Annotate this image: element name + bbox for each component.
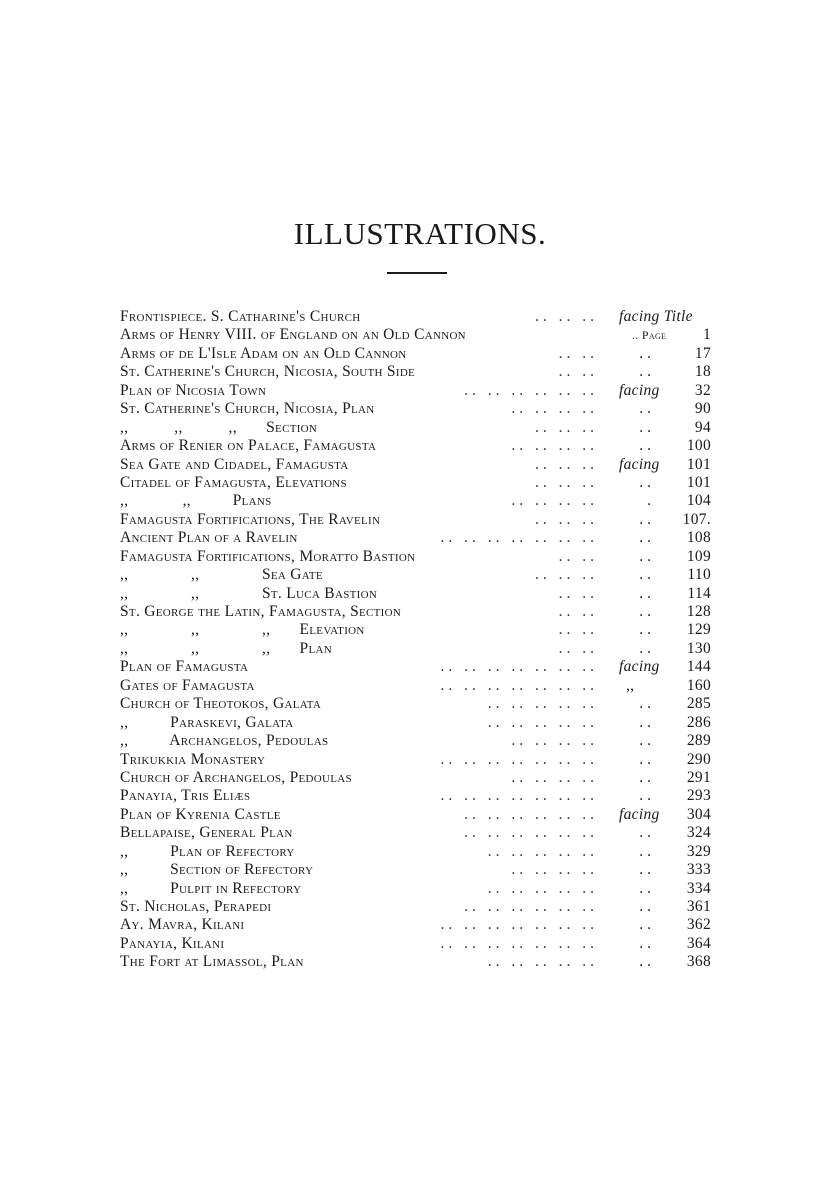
illustration-title: ,, Archangelos, Pedoulas	[120, 732, 334, 750]
illustration-title: Famagusta Fortifications, Moratto Bastion	[120, 548, 421, 566]
dot-leader: .. ..	[558, 363, 598, 381]
facing-note: ..	[639, 842, 655, 860]
page-number: 334	[686, 879, 711, 897]
list-item	[120, 492, 720, 510]
list-item	[120, 806, 720, 824]
dot-leader: .. .. .. .. ..	[487, 953, 598, 971]
page-number: 17	[694, 344, 711, 362]
list-item	[120, 953, 720, 971]
page-number: 128	[686, 603, 711, 620]
dot-leader: .. ..	[558, 603, 598, 620]
title-rule	[387, 272, 447, 274]
illustration-title: Trikukkia Monastery	[120, 751, 271, 769]
dot-leader: .. .. .. .. .. .. ..	[440, 916, 598, 934]
facing-note: ..	[639, 732, 655, 750]
facing-note: ..	[639, 713, 655, 731]
dot-leader: .. .. .. .. .. ..	[464, 898, 598, 915]
page-number: 32	[694, 381, 711, 399]
facing-note: ..	[639, 879, 655, 897]
list-item	[120, 345, 720, 363]
facing-note: ..	[639, 639, 655, 657]
list-item	[120, 880, 720, 898]
list-item	[120, 640, 720, 658]
page-number: 100	[686, 437, 711, 455]
page-number: 286	[686, 713, 711, 731]
list-item	[120, 916, 720, 934]
dot-leader: .. ..	[558, 621, 598, 639]
facing-note: ..	[639, 473, 655, 491]
list-item	[120, 437, 720, 455]
list-item	[120, 585, 720, 603]
illustration-title: Church of Archangelos, Pedoulas	[120, 769, 358, 787]
facing-note: .. Page	[632, 328, 667, 343]
facing-note: ..	[639, 916, 655, 934]
facing-note: ..	[639, 934, 655, 952]
facing-note: .	[647, 492, 655, 510]
illustration-title: St. Nicholas, Perapedi	[120, 898, 277, 916]
illustration-title: Church of Theotokos, Galata	[120, 695, 327, 713]
page-number: 101	[686, 473, 711, 491]
illustration-title: ,, ,, ,, Section	[120, 419, 323, 437]
illustration-title: Panayia, Kilani	[120, 935, 230, 953]
facing-note: ..	[639, 547, 655, 565]
dot-leader: .. .. ..	[535, 473, 598, 491]
page-number: 130	[686, 639, 711, 657]
dot-leader: .. ..	[558, 344, 598, 362]
dot-leader: .. .. ..	[535, 455, 598, 473]
dot-leader: .. .. .. .. ..	[487, 879, 598, 897]
illustration-title: ,, ,, ,, Elevation	[120, 621, 371, 639]
illustration-title: ,, ,, Plans	[120, 492, 278, 510]
page-title: ILLUSTRATIONS.	[293, 216, 547, 251]
facing-note: ..	[639, 584, 655, 602]
list-item	[120, 898, 720, 916]
list-item	[120, 843, 720, 861]
illustration-title: Gates of Famagusta	[120, 677, 261, 695]
illustration-title: Citadel of Famagusta, Elevations	[120, 474, 353, 492]
illustration-title: ,, ,, St. Luca Bastion	[120, 585, 383, 603]
list-item	[120, 824, 720, 842]
list-item	[120, 603, 720, 621]
list-item	[120, 714, 720, 732]
dot-leader: .. ..	[558, 639, 598, 657]
illustration-title: The Fort at Limassol, Plan	[120, 953, 310, 971]
illustration-title: Bellapaise, General Plan	[120, 824, 299, 842]
illustration-title: Plan of Kyrenia Castle	[120, 806, 287, 824]
dot-leader: .. .. .. ..	[511, 437, 598, 455]
facing-note: ..	[639, 566, 655, 584]
dot-leader: .. .. .. .. .. .. ..	[440, 676, 598, 694]
list-item	[120, 787, 720, 805]
page-number: 160	[686, 676, 711, 694]
illustration-title: Ancient Plan of a Ravelin	[120, 529, 304, 547]
list-item	[120, 308, 720, 326]
illustration-title: ,, Pulpit in Refectory	[120, 880, 307, 898]
dot-leader: .. .. .. .. .. ..	[464, 805, 598, 823]
list-item	[120, 621, 720, 639]
list-item	[120, 732, 720, 750]
list-item	[120, 419, 720, 437]
list-item	[120, 456, 720, 474]
illustration-title: Famagusta Fortifications, The Ravelin	[120, 511, 386, 529]
page-number: 90	[694, 400, 711, 418]
illustration-title: ,, Plan of Refectory	[120, 843, 301, 861]
illustration-title: Sea Gate and Cidadel, Famagusta	[120, 456, 355, 474]
list-item	[120, 548, 720, 566]
page-number: 285	[686, 695, 711, 713]
dot-leader: .. .. .. .. .. .. ..	[440, 658, 598, 676]
dot-leader: .. .. .. .. .. .. ..	[440, 529, 598, 547]
illustration-title: Frontispiece. S. Catharine's Church	[120, 308, 366, 326]
dot-leader: .. .. .. .. .. ..	[464, 381, 598, 399]
dot-leader: .. .. .. ..	[511, 492, 598, 510]
facing-note: ,,	[626, 676, 635, 694]
list-item	[120, 566, 720, 584]
facing-note: ..	[639, 400, 655, 418]
facing-note: ..	[639, 344, 655, 362]
list-item	[120, 861, 720, 879]
facing-note: ..	[639, 695, 655, 713]
list-item	[120, 511, 720, 529]
page-number: 368	[686, 953, 711, 971]
facing-note: ..	[639, 621, 655, 639]
page-number: 129	[686, 621, 711, 639]
dot-leader: .. .. .. .. .. .. ..	[440, 750, 598, 768]
dot-leader: .. .. .. .. ..	[487, 842, 598, 860]
facing-note: ..	[639, 953, 655, 971]
page-number: 114	[687, 584, 711, 602]
list-item	[120, 695, 720, 713]
dot-leader: .. .. ..	[535, 308, 598, 325]
list-item	[120, 363, 720, 381]
dot-leader: .. ..	[558, 584, 598, 602]
page-number: 291	[686, 768, 711, 786]
list-item	[120, 935, 720, 953]
facing-note: ..	[639, 363, 655, 381]
illustration-title: Panayia, Tris Eliæs	[120, 787, 256, 805]
dot-leader: .. .. .. ..	[511, 732, 598, 750]
facing-note: facing	[619, 658, 660, 676]
illustration-title: ,, Section of Refectory	[120, 861, 319, 879]
illustration-title: St. Catherine's Church, Nicosia, South Side	[120, 363, 421, 381]
facing-note: ..	[639, 437, 655, 455]
facing-note: facing	[619, 805, 660, 823]
facing-note: ..	[639, 603, 655, 620]
dot-leader: .. .. ..	[535, 418, 598, 436]
dot-leader: .. .. .. .. .. .. ..	[440, 934, 598, 952]
page-number: 329	[686, 842, 711, 860]
page-number: 362	[686, 916, 711, 934]
page-number: 144	[686, 658, 711, 676]
list-item	[120, 677, 720, 695]
illustrations-list	[120, 308, 720, 972]
illustration-title: Ay. Mavra, Kilani	[120, 916, 250, 934]
page-number: 107.	[682, 510, 711, 528]
page-number: 304	[686, 805, 711, 823]
page-number: 289	[686, 732, 711, 750]
illustration-title: Plan of Nicosia Town	[120, 382, 272, 400]
list-item	[120, 751, 720, 769]
page-number: 94	[694, 418, 711, 436]
illustration-title: ,, ,, ,, Plan	[120, 640, 338, 658]
illustration-title: ,, ,, Sea Gate	[120, 566, 329, 584]
facing-note: ..	[639, 750, 655, 768]
facing-note: facing	[619, 381, 660, 399]
page-number: 290	[686, 750, 711, 768]
page-number: 293	[686, 787, 711, 805]
page-number: 361	[686, 898, 711, 915]
page-number: 333	[686, 861, 711, 879]
facing-note: ..	[639, 529, 655, 547]
illustration-title: ,, Paraskevi, Galata	[120, 714, 300, 732]
facing-note: ..	[639, 768, 655, 786]
facing-note: facing	[619, 455, 660, 473]
facing-note: ..	[639, 861, 655, 879]
list-item	[120, 382, 720, 400]
page-number: 110	[687, 566, 711, 584]
illustration-title: Arms of Renier on Palace, Famagusta	[120, 437, 382, 455]
illustration-title: Arms of de L'Isle Adam on an Old Cannon	[120, 345, 413, 363]
facing-note: ..	[639, 510, 655, 528]
page-number: 364	[686, 934, 711, 952]
list-item	[120, 474, 720, 492]
list-item	[120, 658, 720, 676]
dot-leader: .. .. .. .. ..	[487, 695, 598, 713]
facing-note: ..	[639, 898, 655, 915]
facing-note: ..	[639, 787, 655, 805]
dot-leader: .. .. .. .. .. ..	[464, 824, 598, 842]
page-number: 108	[686, 529, 711, 547]
page-number: 109	[686, 547, 711, 565]
illustration-title: St. George the Latin, Famagusta, Section	[120, 603, 407, 621]
page-number: 18	[694, 363, 711, 381]
list-item	[120, 529, 720, 547]
dot-leader: .. ..	[558, 547, 598, 565]
dot-leader: .. .. ..	[535, 566, 598, 584]
list-item	[120, 400, 720, 418]
dot-leader: .. .. .. ..	[511, 861, 598, 879]
dot-leader: .. .. .. .. .. .. ..	[440, 787, 598, 805]
list-item	[120, 326, 720, 344]
page-number: 104	[686, 492, 711, 510]
page-number: 324	[686, 824, 711, 842]
facing-note: facing Title	[619, 308, 693, 325]
facing-note: ..	[639, 418, 655, 436]
illustration-title: St. Catherine's Church, Nicosia, Plan	[120, 400, 381, 418]
illustration-title: Plan of Famagusta	[120, 658, 254, 676]
dot-leader: .. .. .. .. ..	[487, 713, 598, 731]
dot-leader: .. .. ..	[535, 510, 598, 528]
dot-leader: .. .. .. ..	[511, 768, 598, 786]
page-number: 101	[686, 455, 711, 473]
dot-leader: .. .. .. ..	[511, 400, 598, 418]
facing-note: ..	[639, 824, 655, 842]
illustration-title: Arms of Henry VIII. of England on an Old Cannon	[120, 326, 472, 344]
page-number: 1	[702, 326, 711, 344]
list-item	[120, 769, 720, 787]
